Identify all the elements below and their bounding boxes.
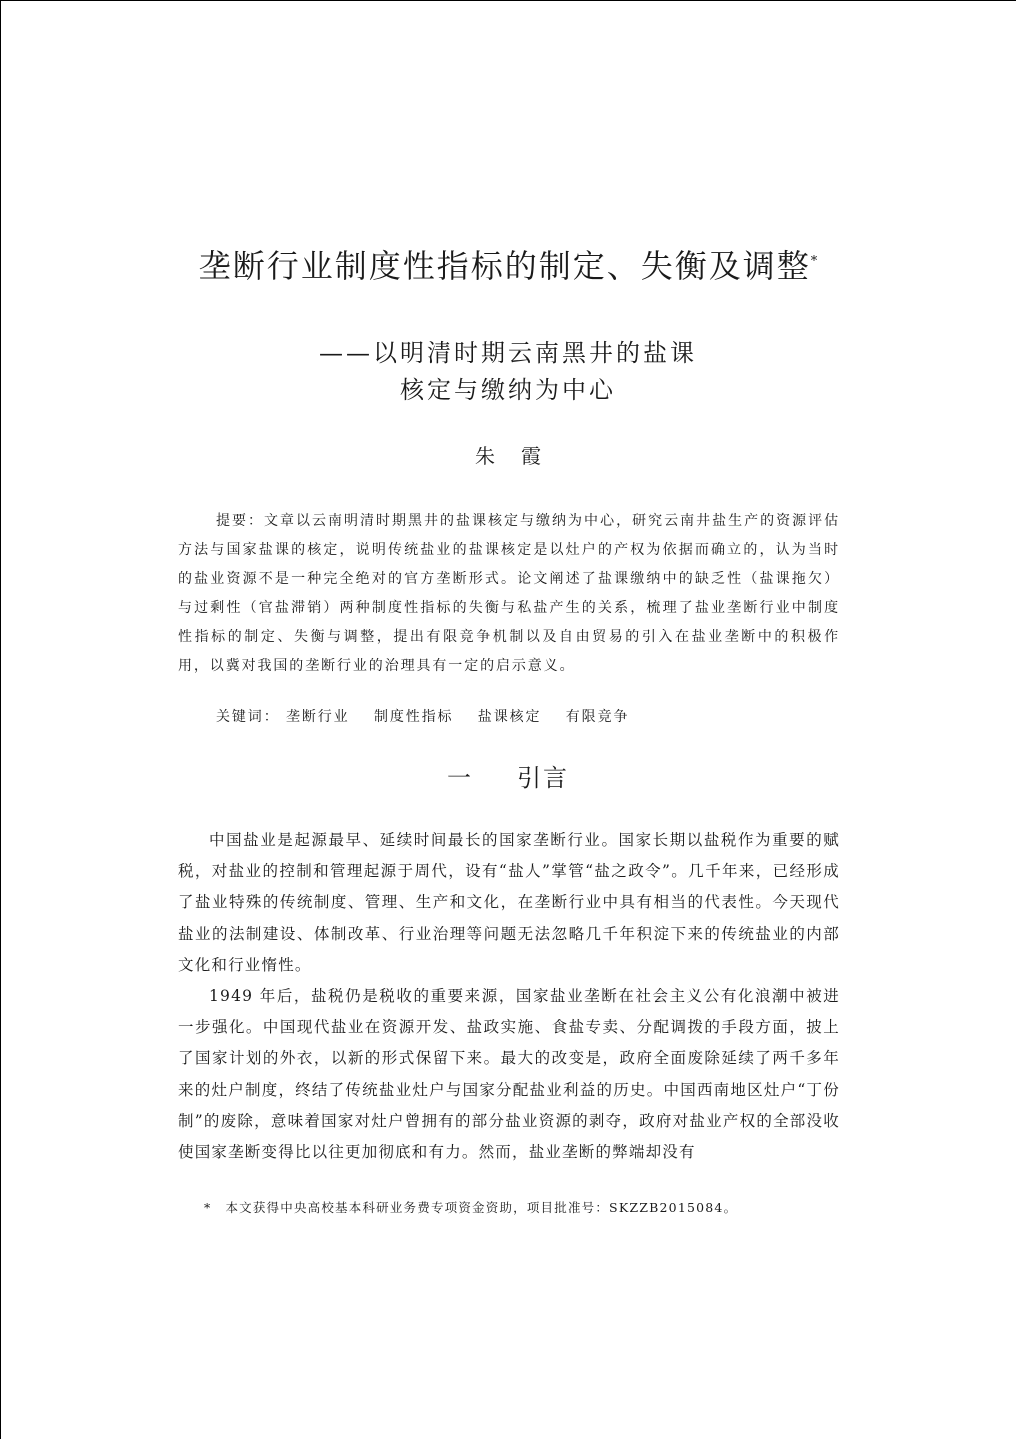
abstract-label: 提要：	[216, 513, 265, 529]
author-name: 朱霞	[475, 444, 567, 468]
footnote	[204, 1198, 737, 1218]
body-paragraph: 1949 年后，盐税仍是税收的重要来源，国家盐业垄断在社会主义公有化浪潮中被进一步强化。中国现代盐业在资源开发、盐政实施、食盐专卖、分配调拨的手段方面，披上了国家计划的外衣，以新的形式保留下来。最大的改变是，政府全面废除延续了两千多年来的灶户制度，终结了传统盐业灶户与国家分配盐业利益的历史。中国西南地区灶户“丁份制”的废除，意味着国家对灶户曾拥有的部分盐业资源的剥夺，政府对盐业产权的全部没收使国家垄断变得比以往更加彻底和有力。然而，盐业垄断的弊端却没有	[178, 987, 840, 1162]
title-footnote-mark: *	[810, 254, 818, 269]
keyword-item: 垄断行业	[285, 709, 350, 725]
page-border-left	[0, 0, 1, 1439]
abstract	[178, 507, 840, 681]
keyword-item: 制度性指标	[373, 709, 454, 725]
section-number: 一	[447, 764, 473, 792]
page-border-top	[0, 0, 1016, 1]
keyword-item: 有限竞争	[565, 709, 630, 725]
body-text	[178, 825, 840, 1168]
keywords-label: 关键词：	[216, 709, 280, 725]
article-title-text: 垄断行业制度性指标的制定、失衡及调整	[198, 247, 811, 285]
footnote-mark: *	[204, 1200, 212, 1215]
keywords	[216, 705, 647, 729]
abstract-text: 文章以云南明清时期黑井的盐课核定与缴纳为中心，研究云南井盐生产的资源评估方法与国家盐课的核定，说明传统盐业的盐课核定是以灶户的产权为依据而确立的，认为当时的盐业资源不是一种完全绝对的官方垄断形式。论文阐述了盐课缴纳中的缺乏性（盐课拖欠）与过剩性（官盐滞销）两种制度性指标的失衡与私盐产生的关系，梳理了盐业垄断行业中制度性指标的制定、失衡与调整，提出有限竞争机制以及自由贸易的引入在盐业垄断中的积极作用，以冀对我国的垄断行业的治理具有一定的启示意义。	[178, 513, 840, 674]
body-paragraph: 中国盐业是起源最早、延续时间最长的国家垄断行业。国家长期以盐税作为重要的赋税，对盐业的控制和管理起源于周代，设有“盐人”掌管“盐之政令”。几千年来，已经形成了盐业特殊的传统制度、管理、生产和文化，在垄断行业中具有相当的代表性。今天现代盐业的法制建设、体制改革、行业治理等问题无法忽略几千年积淀下来的传统盐业的内部文化和行业惰性。	[178, 831, 840, 974]
section-title: 引言	[517, 764, 569, 792]
section-heading	[0, 758, 1016, 793]
article-title	[0, 244, 1016, 288]
article-subtitle-line1: ——以明清时期云南黑井的盐课	[319, 339, 697, 367]
keyword-item: 盐课核定	[477, 709, 542, 725]
article-subtitle-line2: 核定与缴纳为中心	[400, 376, 616, 404]
footnote-text: 本文获得中央高校基本科研业务费专项资金资助，项目批准号：SKZZB2015084。	[225, 1200, 738, 1215]
